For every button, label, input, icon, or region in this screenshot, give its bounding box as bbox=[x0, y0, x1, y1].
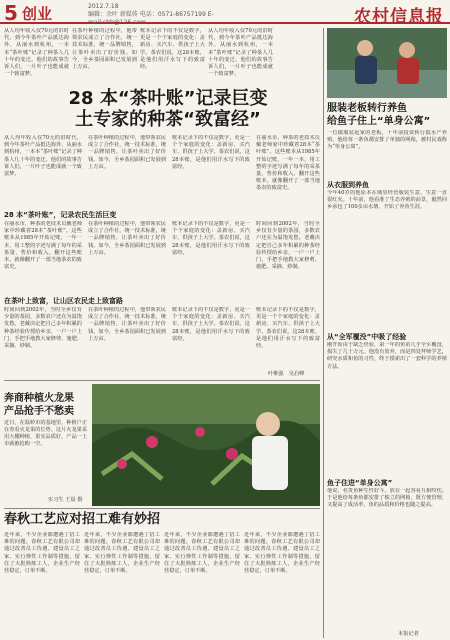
lead-col-2: 在茶叶种植的过程中，他带领农民成立了合作社，统一技术标准，统一品牌销售，让茶叶卖出了好价钱。如今，全乡茶园面积已发展到上万亩。 bbox=[88, 135, 166, 170]
fish-subhead-3: 鱼子住进“单身公寓” bbox=[327, 479, 393, 487]
fish-intro: 一位做服装起家的老板，十年前投资转行搞水产养殖。他给每一条鱼都安排了单独的网箱，被村民戏称为“单身公寓”。 bbox=[327, 130, 447, 151]
fish-subhead-1: 从衣服到养鱼 bbox=[327, 181, 369, 189]
column-divider bbox=[323, 28, 324, 638]
handicraft-headline: 春秋工艺应对招工难有妙招 bbox=[4, 512, 161, 527]
handicraft-col-1: 近年来，不少企业都遭遇了招工难的问题。春秋工艺有限公司却通过改善员工待遇、建设员工之家、实行弹性工作制等措施，留住了大批熟练工人，企业生产经营稳定，订单不断。 bbox=[4, 532, 80, 575]
intro-col-2: 在茶叶种植的过程中，他带领农民成立了合作社，统一技术标准，统一品牌销售，让茶叶卖出了好价钱。如今，全乡茶园面积已发展到上万亩。 bbox=[72, 28, 137, 71]
pitaya-headline-line2: 产品抢手不愁卖 bbox=[4, 406, 74, 417]
lead-headline-line2: 土专家的种茶“致富经” bbox=[75, 109, 261, 130]
lead-intro: 从人均年收入仅70元的旧时代，到今年茶叶产品抵达海外，从丽水到杭州，一本本“茶叶账”记录了种茶人几十年的变迁。他们的故事告诉人们，一片叶子也能成就一个致富梦。 bbox=[4, 135, 82, 178]
divider-handicraft bbox=[4, 508, 320, 509]
subhead-accounts: 28 本“茶叶账”，记录农民生活巨变 bbox=[4, 211, 117, 219]
accounts-col-2: 在茶叶种植的过程中，他带领农民成立了合作社，统一技术标准，统一品牌销售，让茶叶卖出了好价钱。如今，全乡茶园面积已发展到上万亩。 bbox=[88, 221, 166, 256]
handicraft-col-4: 近年来，不少企业都遭遇了招工难的问题。春秋工艺有限公司却通过改善员工待遇、建设员工之家、实行弹性工作制等措施，留住了大批熟练工人，企业生产经营稳定，订单不断。 bbox=[244, 532, 320, 575]
pitaya-caption: 近日，在温岭市的基地里，种植户正在查看火龙果的长势。这片火龙果采用大棚种植，果实品质好，产品一上市就被抢购一空。 bbox=[4, 420, 88, 447]
edition-date: 2012.7.18 bbox=[88, 3, 119, 10]
edition-contact: 编辑：余叶 新媒传 电话：0571-86757199 E-mail:cbb@126.com bbox=[88, 11, 214, 26]
accounts-col-4: 时间回到2002年，当时全乡仅有少量的茶园，多数农户还在为温饱发愁。老戴决定把自己多年积累的种茶经验传授给乡亲，一户一户上门，手把手地教大家修剪、施肥、采摘、炒制。 bbox=[256, 221, 320, 271]
pitaya-headline bbox=[4, 392, 90, 418]
pitaya-byline: 实习生 王晨 摄 bbox=[48, 497, 83, 503]
intro-col-4: 从人均年收入仅70元的旧时代，到今年茶叶产品抵达海外，从丽水到杭州，一本本“茶叶账”记录了种茶人几十年的变迁。他们的故事告诉人们，一片叶子也能成就一个致富梦。 bbox=[208, 28, 273, 78]
fish-subhead-2: 从“全军覆没”中吸了经验 bbox=[327, 333, 407, 341]
section-title: 创业 bbox=[22, 5, 53, 23]
intro-col-3: 账本记录下的不仅是数字，更是一个个家庭的变化：盖新房、买汽车、供孩子上大学。茶农们说，这28本账，是他们用汗水写下的致富经。 bbox=[140, 28, 205, 71]
page-number: 5 bbox=[4, 1, 18, 25]
fish-sub2-body: 刚开始由于缺乏经验，第一年的鱼苗几乎全军覆没，损失了几十万元。他没有放弃，而是四处拜师学艺，研究水质和鱼的习性，终于摸索出了一套科学的养殖方法。 bbox=[327, 342, 447, 370]
divider-pitaya bbox=[4, 380, 320, 381]
wealth-col-2: 在茶叶种植的过程中，他带领农民成立了合作社，统一技术标准，统一品牌销售，让茶叶卖出了好价钱。如今，全乡茶园面积已发展到上万亩。 bbox=[88, 307, 166, 342]
fish-sub1-body: 今年40岁的他原本在城里经营服装生意，生意一直很红火。十年前，他看准了生态养殖的前景，毅然回乡承包了100多亩水塘，开始了养鱼生涯。 bbox=[327, 190, 447, 211]
edition-meta bbox=[88, 3, 248, 27]
pitaya-headline-line1: 奔商种植火龙果 bbox=[4, 393, 74, 404]
wealth-col-1: 时间回到2002年，当时全乡仅有少量的茶园，多数农户还在为温饱发愁。老戴决定把自己多年积累的种茶经验传授给乡亲，一户一户上门，手把手地教大家修剪、施肥、采摘、炒制。 bbox=[4, 307, 82, 350]
masthead bbox=[0, 0, 450, 27]
fish-byline: 本报记者 bbox=[398, 631, 419, 637]
lead-headline bbox=[18, 88, 318, 130]
fish-headline-line1: 服装老板转行养鱼 bbox=[327, 103, 407, 114]
handicraft-col-3: 近年来，不少企业都遭遇了招工难的问题。春秋工艺有限公司却通过改善员工待遇、建设员工之家、实行弹性工作制等措施，留住了大批熟练工人，企业生产经营稳定，订单不断。 bbox=[164, 532, 240, 575]
accounts-col-3: 账本记录下的不仅是数字，更是一个个家庭的变化：盖新房、买汽车、供孩子上大学。茶农们说，这28本账，是他们用汗水写下的致富经。 bbox=[172, 221, 250, 256]
pitaya-farmer-photo bbox=[92, 384, 320, 506]
intro-col-1: 从人均年收入仅70元的旧时代，到今年茶叶产品抵达海外，从丽水到杭州，一本本“茶叶账”记录了种茶人几十年的变迁。他们的故事告诉人们，一片叶子也能成就一个致富梦。 bbox=[4, 28, 69, 78]
wealth-col-3: 账本记录下的不仅是数字，更是一个个家庭的变化：盖新房、买汽车、供孩子上大学。茶农们说，这28本账，是他们用汗水写下的致富经。 bbox=[172, 307, 250, 342]
wealth-col-4: 账本记录下的不仅是数字，更是一个个家庭的变化：盖新房、买汽车、供孩子上大学。茶农们说，这28本账，是他们用汗水写下的致富经。 bbox=[256, 307, 320, 350]
fish-headline-line2: 给鱼子住上“单身公寓” bbox=[327, 116, 431, 127]
lead-col-3: 账本记录下的不仅是数字，更是一个个家庭的变化：盖新房、买汽车、供孩子上大学。茶农们说，这28本账，是他们用汗水写下的致富经。 bbox=[172, 135, 250, 170]
lead-byline: 叶维强 吴启峰 bbox=[268, 371, 305, 377]
lead-col-4: 在丽水市，种茶的老技术员戴老师家中珍藏着28本“茶叶账”。这些账本从1985年开始记账，一年一本，用工整的字迹写满了每年的采茶量、售价和收入。翻开这些账本，就像翻开了一部当地茶农的致富史。 bbox=[256, 135, 320, 192]
fish-farmer-photo bbox=[327, 28, 447, 98]
fish-sub3-body: 他说，名贵鱼种生性好斗，放在一起容易互相咬伤。于是他给每条鱼都安排了独立的网箱，既方便管理，又提高了成活率，鱼的品质和价格也随之提高。 bbox=[327, 488, 447, 509]
newspaper-logo: 农村信息报 bbox=[354, 7, 444, 27]
fish-headline bbox=[327, 102, 447, 128]
subhead-tea-wealth: 在茶叶上致富，让山区农民走上致富路 bbox=[4, 297, 123, 305]
handicraft-col-2: 近年来，不少企业都遭遇了招工难的问题。春秋工艺有限公司却通过改善员工待遇、建设员工之家、实行弹性工作制等措施，留住了大批熟练工人，企业生产经营稳定，订单不断。 bbox=[84, 532, 160, 575]
lead-headline-line1: 28 本“茶叶账”记录巨变 bbox=[68, 88, 268, 109]
accounts-col-1: 在丽水市，种茶的老技术员戴老师家中珍藏着28本“茶叶账”。这些账本从1985年开始记账，一年一本，用工整的字迹写满了每年的采茶量、售价和收入。翻开这些账本，就像翻开了一部当地茶农的致富史。 bbox=[4, 221, 82, 271]
